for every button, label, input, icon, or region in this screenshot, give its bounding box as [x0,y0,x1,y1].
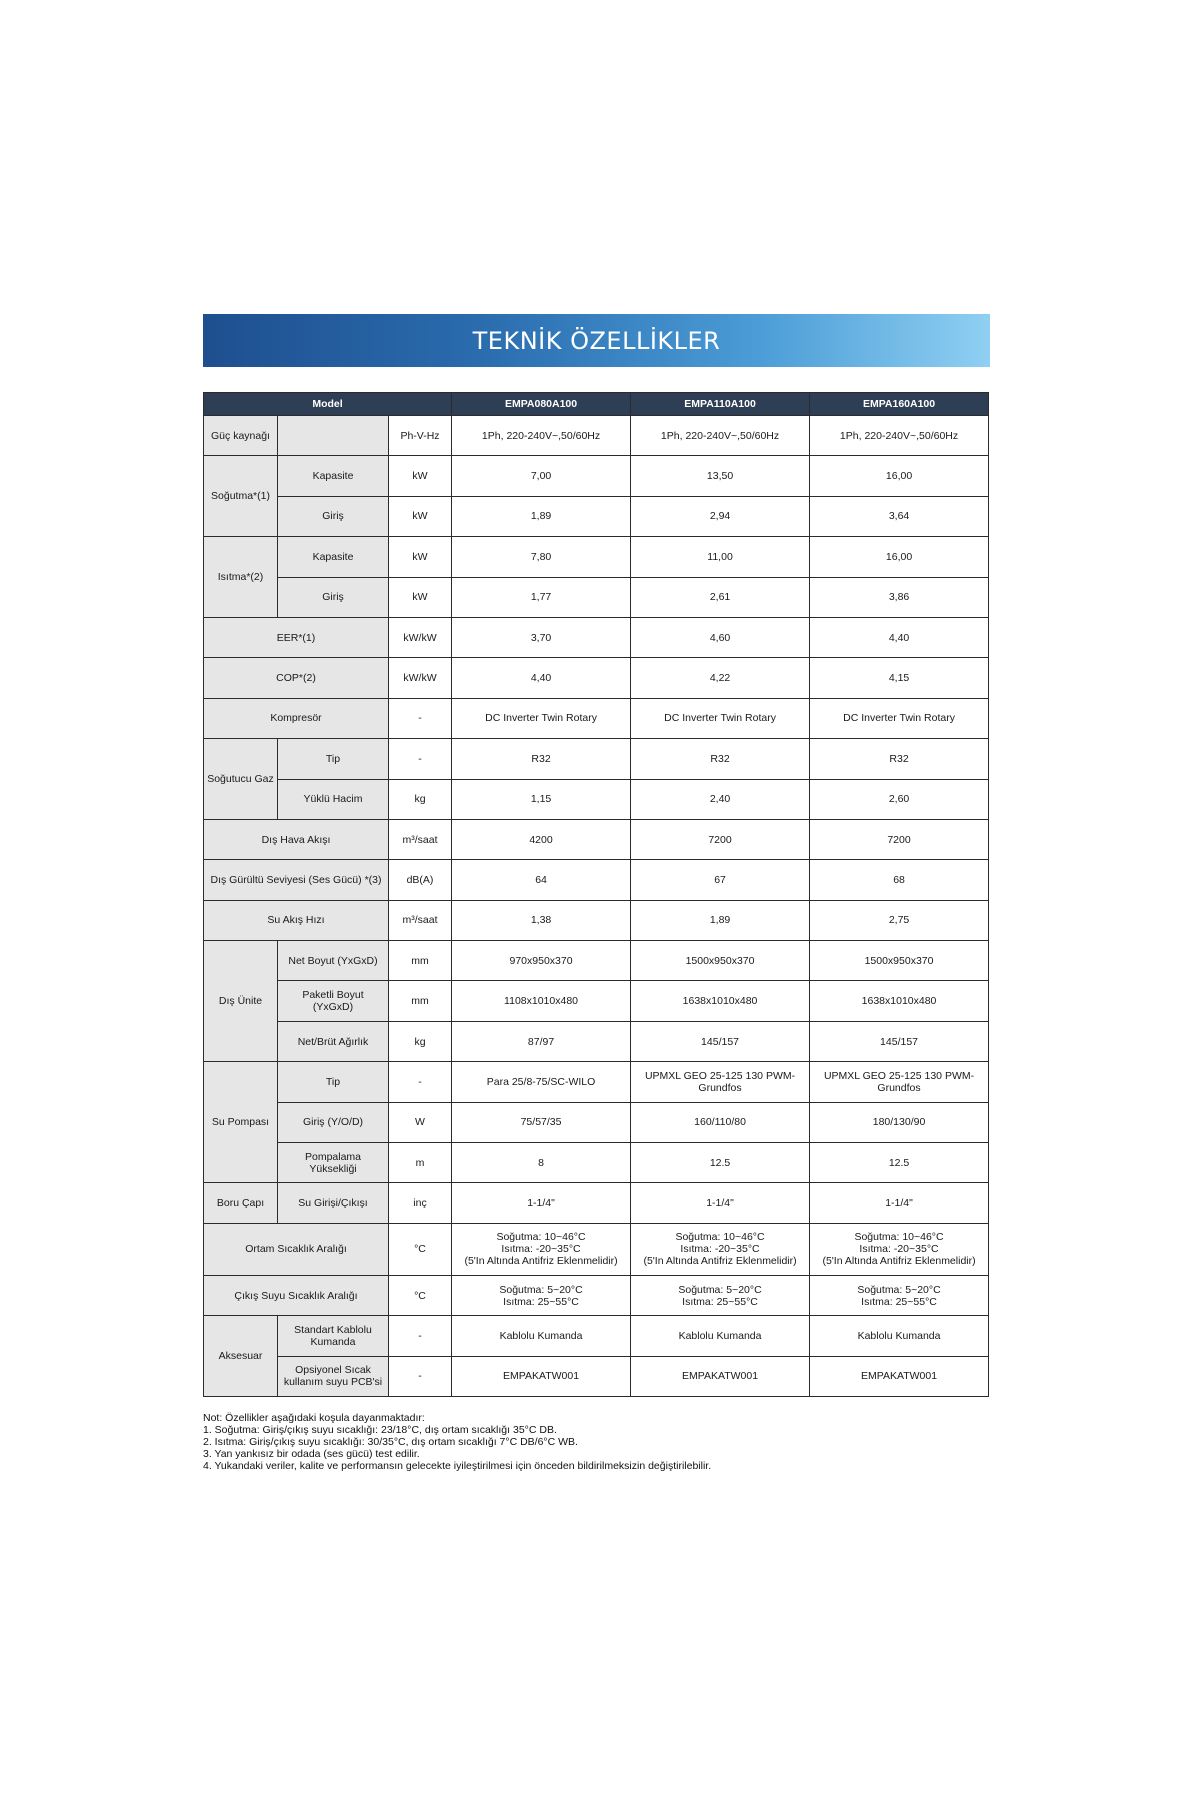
value-cell: 87/97 [452,1021,631,1061]
value-cell: 2,75 [810,900,989,940]
value-cell: 1-1/4" [452,1183,631,1223]
table-row [204,1356,989,1396]
row-label: Boru Çapı [204,1183,278,1223]
value-cell: 1500x950x370 [631,941,810,981]
header-model: Model [204,393,452,416]
value-cell: 7,80 [452,537,631,577]
row-sublabel: Tip [278,1062,389,1102]
row-unit: - [389,1356,452,1396]
value-cell: 1,89 [631,900,810,940]
value-cell: 145/157 [631,1021,810,1061]
table-row [204,416,989,456]
row-label: Kompresör [204,698,389,738]
table-row [204,739,989,779]
value-line: Soğutma: 5~20°C [678,1283,762,1296]
value-line: Isıtma: -20~35°C [859,1243,939,1256]
value-cell: 7200 [631,819,810,859]
row-label: Çıkış Suyu Sıcaklık Aralığı [204,1275,389,1315]
footnote-item: 4. Yukandaki veriler, kalite ve performansın gelecekte iyileştirilmesi için önceden bildirilmeksizin değiştirilebilir. [203,1460,712,1472]
row-unit: Ph-V-Hz [389,416,452,456]
value-cell: UPMXL GEO 25-125 130 PWM-Grundfos [631,1062,810,1102]
value-cell: 145/157 [810,1021,989,1061]
value-cell: 12.5 [631,1143,810,1183]
value-cell: 1500x950x370 [810,941,989,981]
value-cell: 1-1/4" [631,1183,810,1223]
value-cell: 4,40 [810,617,989,657]
value-cell: 4,22 [631,658,810,698]
value-line: Isıtma: -20~35°C [680,1243,760,1256]
header-model-3: EMPA160A100 [810,393,989,416]
value-cell: 68 [810,860,989,900]
value-cell: UPMXL GEO 25-125 130 PWM-Grundfos [810,1062,989,1102]
value-cell: 2,60 [810,779,989,819]
header-model-2: EMPA110A100 [631,393,810,416]
value-line: (5'In Altında Antifriz Eklenmelidir) [822,1255,976,1268]
footnote-heading: Not: Özellikler aşağıdaki koşula dayanmaktadır: [203,1412,425,1424]
value-line: Soğutma: 10~46°C [675,1231,765,1244]
row-unit: mm [389,941,452,981]
row-unit: kg [389,779,452,819]
row-sublabel: Kapasite [278,456,389,496]
table-row [204,456,989,496]
value-line: (5'In Altında Antifriz Eklenmelidir) [464,1255,618,1268]
value-cell [631,1275,810,1315]
table-row [204,1223,989,1275]
value-line: Soğutma: 5~20°C [857,1283,941,1296]
value-cell: 16,00 [810,537,989,577]
row-sublabel: Net Boyut (YxGxD) [278,941,389,981]
table-row [204,779,989,819]
value-cell: DC Inverter Twin Rotary [631,698,810,738]
value-cell [810,1223,989,1275]
value-cell: 160/110/80 [631,1102,810,1142]
row-sublabel: Yüklü Hacim [278,779,389,819]
row-sublabel: Tip [278,739,389,779]
row-sublabel: Pompalama Yüksekliği [278,1143,389,1183]
row-sublabel: Opsiyonel Sıcak kullanım suyu PCB'si [278,1356,389,1396]
value-cell: 4,15 [810,658,989,698]
value-cell: 2,94 [631,496,810,536]
row-unit: - [389,698,452,738]
row-unit: m [389,1143,452,1183]
row-unit: - [389,739,452,779]
row-unit: kW [389,577,452,617]
row-label: Ortam Sıcaklık Aralığı [204,1223,389,1275]
table-row [204,819,989,859]
value-cell [810,1275,989,1315]
row-sublabel-empty [278,416,389,456]
value-cell: 1,77 [452,577,631,617]
table-row [204,577,989,617]
table-row [204,1183,989,1223]
value-cell: R32 [452,739,631,779]
value-cell: R32 [631,739,810,779]
row-sublabel: Giriş [278,496,389,536]
value-cell: 1108x1010x480 [452,981,631,1021]
row-sublabel: Giriş (Y/O/D) [278,1102,389,1142]
group-label: Soğutucu Gaz [204,739,278,820]
table-row [204,1102,989,1142]
table-row [204,900,989,940]
value-line: Isıtma: -20~35°C [501,1243,581,1256]
row-unit: - [389,1062,452,1102]
value-cell [452,1223,631,1275]
row-sublabel: Su Girişi/Çıkışı [278,1183,389,1223]
value-cell: 13,50 [631,456,810,496]
value-cell: 4,40 [452,658,631,698]
value-cell: Para 25/8-75/SC-WILO [452,1062,631,1102]
footnote-item: 2. Isıtma: Giriş/çıkış suyu sıcaklığı: 30/35°C, dış ortam sıcaklığı 7°C DB/6°C WB. [203,1436,578,1448]
value-cell: DC Inverter Twin Rotary [810,698,989,738]
value-line: Isıtma: 25~55°C [861,1295,937,1308]
value-cell: Kablolu Kumanda [452,1316,631,1356]
value-cell: EMPAKATW001 [452,1356,631,1396]
value-cell: 1-1/4" [810,1183,989,1223]
value-cell: 1Ph, 220-240V~,50/60Hz [631,416,810,456]
value-line: Soğutma: 10~46°C [854,1231,944,1244]
header-model-1: EMPA080A100 [452,393,631,416]
value-cell: 16,00 [810,456,989,496]
value-cell: 7,00 [452,456,631,496]
row-unit: m³/saat [389,819,452,859]
row-label: Su Akış Hızı [204,900,389,940]
row-sublabel: Net/Brüt Ağırlık [278,1021,389,1061]
row-unit: kW [389,456,452,496]
footnote-item: 3. Yan yankısız bir odada (ses gücü) test edilir. [203,1448,420,1460]
value-cell: EMPAKATW001 [810,1356,989,1396]
value-cell: 2,61 [631,577,810,617]
table-row [204,981,989,1021]
table-row [204,1021,989,1061]
table-row [204,941,989,981]
value-line: Soğutma: 10~46°C [496,1231,586,1244]
value-cell: DC Inverter Twin Rotary [452,698,631,738]
value-cell: 180/130/90 [810,1102,989,1142]
row-sublabel: Kapasite [278,537,389,577]
value-line: Isıtma: 25~55°C [682,1295,758,1308]
value-cell: 75/57/35 [452,1102,631,1142]
row-unit: kg [389,1021,452,1061]
value-cell: 3,64 [810,496,989,536]
value-line: Isıtma: 25~55°C [503,1295,579,1308]
value-cell: 11,00 [631,537,810,577]
table-row [204,1316,989,1356]
group-label: Isıtma*(2) [204,537,278,618]
table-row [204,1143,989,1183]
row-label: Dış Hava Akışı [204,819,389,859]
row-unit: kW [389,537,452,577]
row-sublabel: Paketli Boyut (YxGxD) [278,981,389,1021]
table-row [204,496,989,536]
value-cell: 3,86 [810,577,989,617]
row-unit: inç [389,1183,452,1223]
value-cell: 1Ph, 220-240V~,50/60Hz [452,416,631,456]
title-banner [203,314,990,367]
value-cell: 1,38 [452,900,631,940]
row-label: COP*(2) [204,658,389,698]
table-row [204,658,989,698]
value-cell: 4200 [452,819,631,859]
table-row [204,860,989,900]
row-unit: - [389,1316,452,1356]
row-label: Dış Gürültü Seviyesi (Ses Gücü) *(3) [204,860,389,900]
value-cell: 8 [452,1143,631,1183]
value-cell: 1638x1010x480 [631,981,810,1021]
table-row [204,1062,989,1102]
group-label: Soğutma*(1) [204,456,278,537]
value-cell: 1638x1010x480 [810,981,989,1021]
value-cell: 12.5 [810,1143,989,1183]
value-cell: 4,60 [631,617,810,657]
table-row [204,537,989,577]
table-row [204,698,989,738]
value-cell: 970x950x370 [452,941,631,981]
value-cell: 1,89 [452,496,631,536]
group-label: Dış Ünite [204,941,278,1062]
value-cell: R32 [810,739,989,779]
value-cell: 67 [631,860,810,900]
value-cell [452,1275,631,1315]
value-cell: EMPAKATW001 [631,1356,810,1396]
spec-table [203,392,989,1397]
table-header-row [204,393,989,416]
row-unit: kW [389,496,452,536]
row-label: EER*(1) [204,617,389,657]
row-unit: mm [389,981,452,1021]
value-cell: 7200 [810,819,989,859]
row-sublabel: Giriş [278,577,389,617]
group-label: Su Pompası [204,1062,278,1183]
table-row [204,617,989,657]
page-title: TEKNİK ÖZELLİKLER [472,326,721,355]
value-cell: 1Ph, 220-240V~,50/60Hz [810,416,989,456]
row-unit: m³/saat [389,900,452,940]
value-cell [631,1223,810,1275]
value-cell: 1,15 [452,779,631,819]
row-unit: kW/kW [389,617,452,657]
table-row [204,1275,989,1315]
row-sublabel: Standart Kablolu Kumanda [278,1316,389,1356]
row-unit: W [389,1102,452,1142]
value-cell: 2,40 [631,779,810,819]
value-cell: Kablolu Kumanda [631,1316,810,1356]
group-label: Aksesuar [204,1316,278,1397]
row-unit: °C [389,1223,452,1275]
footnote-item: 1. Soğutma: Giriş/çıkış suyu sıcaklığı: 23/18°C, dış ortam sıcaklığı 35°C DB. [203,1424,557,1436]
value-line: Soğutma: 5~20°C [499,1283,583,1296]
footnotes [203,1412,1003,1472]
row-label: Güç kaynağı [204,416,278,456]
value-line: (5'In Altında Antifriz Eklenmelidir) [643,1255,797,1268]
value-cell: 64 [452,860,631,900]
row-unit: dB(A) [389,860,452,900]
row-unit: kW/kW [389,658,452,698]
row-unit: °C [389,1275,452,1315]
value-cell: Kablolu Kumanda [810,1316,989,1356]
value-cell: 3,70 [452,617,631,657]
